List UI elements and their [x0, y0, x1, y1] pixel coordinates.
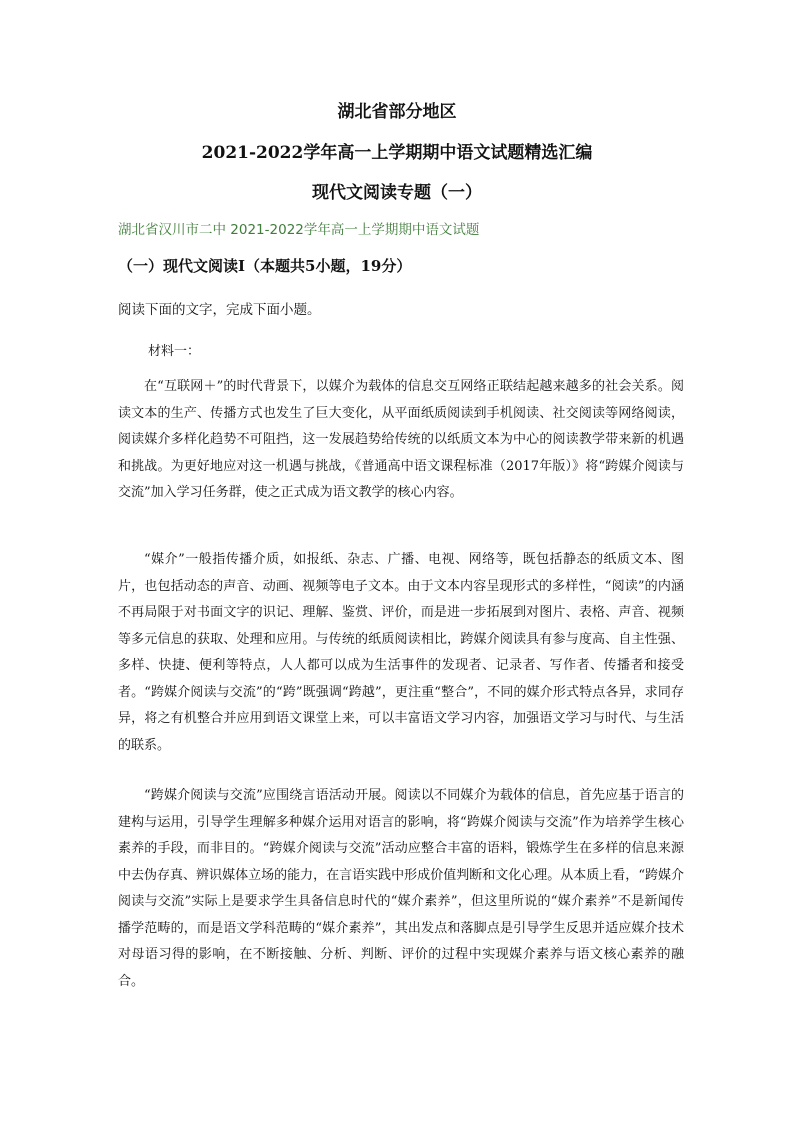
topic-title: 现代文阅读专题（一）: [312, 183, 482, 203]
source-line: 湖北省汉川市二中 2021-2022学年高一上学期期中语文试题: [118, 222, 480, 238]
section-heading: （一）现代文阅读Ⅰ（本题共5小题，19分）: [118, 257, 412, 275]
reading-instruction: 阅读下面的文字，完成下面小题。: [118, 302, 321, 318]
region-title: 湖北省部分地区: [337, 102, 457, 122]
paragraph-3: “跨媒介阅读与交流”应围绕言语活动开展。阅读以不同媒介为载体的信息，首先应基于语言的建构与运用，引导学生理解多种媒介运用对语言的影响，将“跨媒介阅读与交流”作为培养学生核心素养的手段，而非目的。“跨媒介阅读与交流”活动应整合丰富的语料，锻炼学生在多样的信息来源中去伪存真、辨识媒体立场的能力，在言语实践中形成价值判断和文化心理。从本质上看，“跨媒介阅读与交流”实际上是要求学生具备信息时代的“媒介素养”，但这里所说的“媒介素养”不是新闻传播学范畴的，而是语文学科范畴的“媒介素养”，其出发点和落脚点是引导学生反思并适应媒介技术对母语习得的影响，在不断接触、分析、判断、评价的过程中实现媒介素养与语文核心素养的融合。: [118, 788, 684, 989]
exam-title: 2021-2022学年高一上学期期中语文试题精选汇编: [201, 143, 593, 163]
paragraph-1: 在“互联网＋”的时代背景下，以媒介为载体的信息交互网络正联结起越来越多的社会关系。阅读文本的生产、传播方式也发生了巨大变化，从平面纸质阅读到手机阅读、社交阅读等网络阅读，阅读媒介多样化趋势不可阻挡，这一发展趋势给传统的以纸质文本为中心的阅读教学带来新的机遇和挑战。为更好地应对这一机遇与挑战，《普通高中语文课程标准（2017年版）》将“跨媒介阅读与交流”加入学习任务群，使之正式成为语文教学的核心内容。: [118, 379, 684, 500]
paragraph-2: “媒介”一般指传播介质，如报纸、杂志、广播、电视、网络等，既包括静态的纸质文本、图片，也包括动态的声音、动画、视频等电子文本。由于文本内容呈现形式的多样性，“阅读”的内涵不再局限于对书面文字的识记、理解、鉴赏、评价，而是进一步拓展到对图片、表格、声音、视频等多元信息的获取、处理和应用。与传统的纸质阅读相比，跨媒介阅读具有参与度高、自主性强、多样、快捷、便利等特点，人人都可以成为生活事件的发现者、记录者、写作者、传播者和接受者。“跨媒介阅读与交流”的“跨”既强调“跨越”，更注重“整合”，不同的媒介形式特点各异，求同存异，将之有机整合并应用到语文课堂上来，可以丰富语文学习内容，加强语文学习与时代、与生活的联系。: [118, 552, 684, 753]
material-label: 材料一：: [148, 344, 201, 359]
